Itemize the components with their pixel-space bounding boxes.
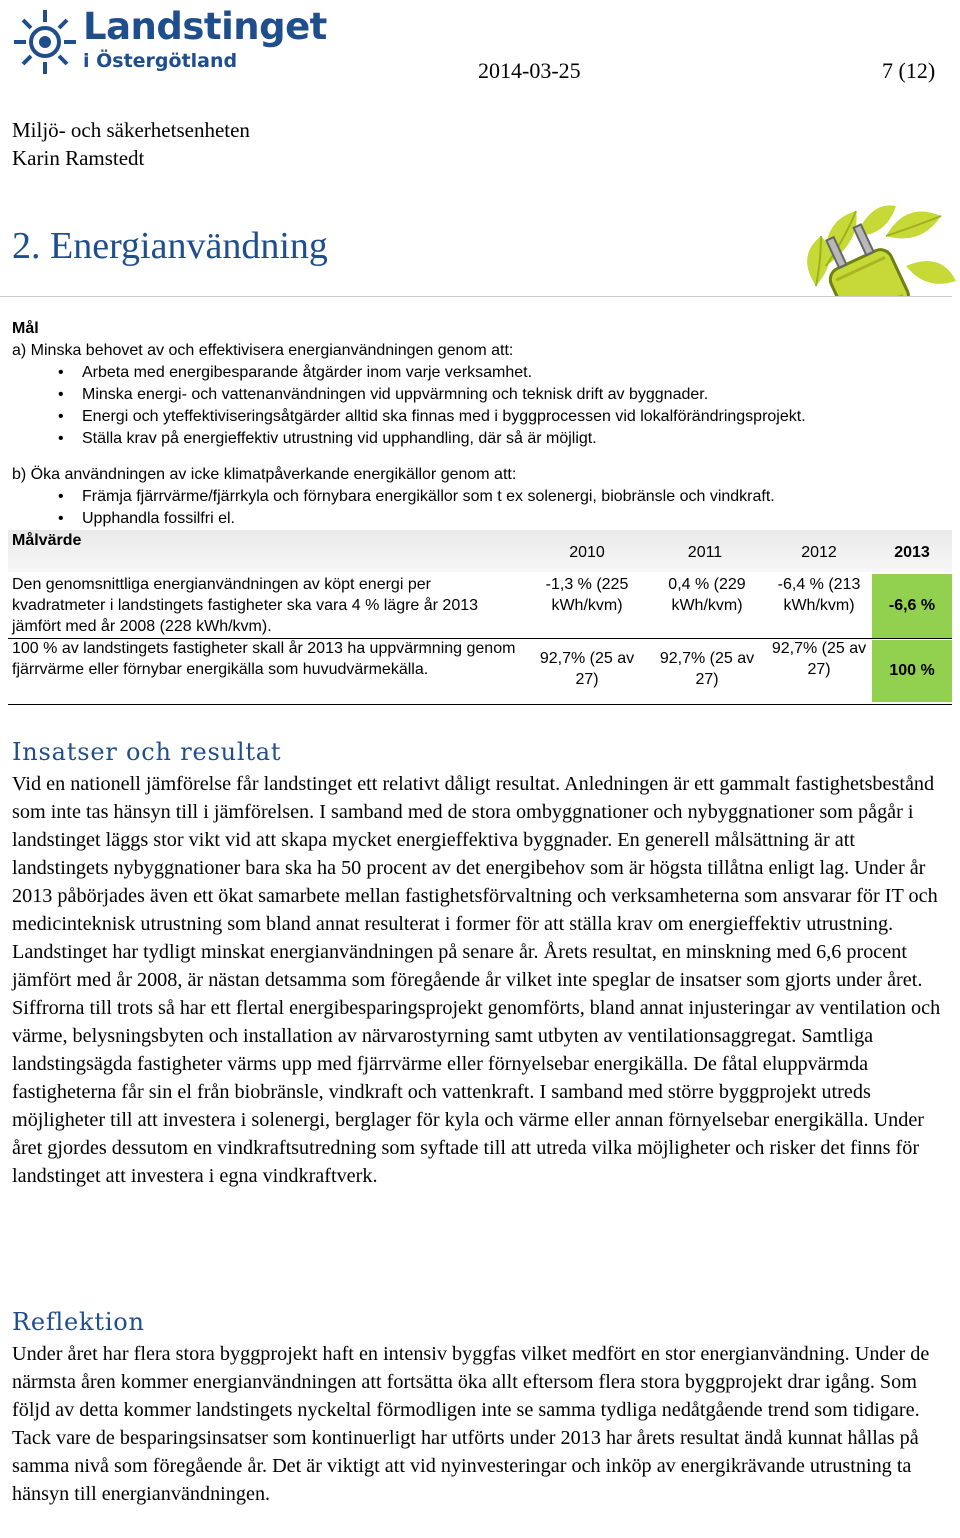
year-header: 2011 — [687, 544, 723, 561]
table-cell: -6,4 % (213 kWh/kvm) — [777, 576, 861, 614]
section-body: Vid en nationell jämförelse får landstinget ett relativt dåligt resultat. Anledningen är ett gammalt fastighetsbestånd som inte tas hänsyn till i jämförelsen. I samband med de stora ombyggnationer och nybyggnationer som pågår i landstinget läggs stor vikt vid att skapa mycket energieffektiva byggnader. En generell målsättning är att landstingets nybyggnationer bara ska ha 50 procent av det energibehov som är högsta tillåtna enligt lag. Under år 2013 påbörjades även ett ökat samarbete mellan fastighetsförvaltning och verksamheterna som ansvarar för IT och medicinteknisk utrustning som bland annat resulterat i former för att ställa krav om energieffektiv utrustning. Landstinget har tydligt minskat energianvändningen på senare år. Årets resultat, en minskning med 6,6 procent jämfört med år 2008, är nästan detsamma som föregående år vilket inte speglar de insatser som gjorts under året. Siffrorna till trots så har ett flertal energibesparingsprojekt genomförts, bland annat injusteringar av ventilation och värme, belysningsbyten och installation av närvarostyrning samt utbyten av ventilationsaggregat. Samtliga landstingsägda fastigheter värms upp med fjärrvärme eller förnyelsebar energikälla. De fåtal eluppvärmda fastigheterna får sin el från biobränsle, vindkraft och vattenkraft. I samband med större byggprojekt utreds möjligheter till att investera i solenergi, berglager för kyla och värme eller annan förnyelsebar energikälla. Under året gjordes dessutom en vindkraftsutredning som syftade till att utreda vilka möjligheter och risker det finns för landstinget att investera i egna vindkraftverk. — [12, 773, 941, 1187]
goals-heading: Mål — [12, 320, 39, 337]
goal-a-item: • Ställa krav på energieffektiv utrustning vid upphandling, där så är möjligt. — [82, 430, 597, 448]
target-cell: 100 % — [872, 640, 952, 702]
page-title: 2. Energianvändning — [12, 225, 328, 267]
document-date: 2014-03-25 — [478, 58, 581, 83]
table-row-text: Den genomsnittliga energianvändningen av köpt energi per kvadratmeter i landstingets fastigheter ska vara 4 % lägre år 2013 jämfört med år 2008 (228 kWh/kvm). — [12, 576, 479, 635]
sender-block — [12, 116, 250, 172]
section-body: Under året har flera stora byggprojekt haft en intensiv byggfas vilket medfört en stor energianvändning. Under de närmsta åren kommer energianvändningen att fortsätta öka allt eftersom flera stora byggprojekt drar igång. Som följd av detta kommer landstingets nyckeltal förmodligen inte se samma tydliga nedåtgående trend som tidigare. Tack vare de besparingsinsatser som kontinuerligt har utförts under 2013 har årets resultat ändå kunnat hållas på samma nivå som föregående år. Det är viktigt att vid nyinvesteringar och inköp av energikrävande utrustning ta hänsyn till energianvändningen. — [12, 1343, 930, 1505]
goal-a-item: • Minska energi- och vattenanvändningen vid uppvärmning och teknisk drift av byggnader. — [82, 386, 708, 404]
year-header: 2013 — [894, 544, 930, 561]
goal-a-item: • Energi och yteffektiviseringsåtgärder alltid ska finnas med i byggprocessen vid lokalförändringsprojekt. — [82, 408, 806, 426]
department-name: Miljö- och säkerhetsenheten — [12, 118, 250, 142]
table-cell: 92,7% (25 av 27) — [659, 650, 755, 688]
target-cell: -6,6 % — [872, 574, 952, 638]
logo-subtitle: i Östergötland — [83, 50, 238, 72]
table-row-text: 100 % av landstingets fastigheter skall år 2013 ha uppvärmning genom fjärrvärme eller förnybar energikälla som huvudvärmekälla. — [12, 640, 516, 678]
table-cell: 92,7% (25 av 27) — [539, 650, 635, 688]
goal-b-item: • Upphandla fossilfri el. — [82, 510, 235, 528]
section-heading: Reflektion — [12, 1308, 145, 1336]
section-heading: Insatser och resultat — [12, 738, 282, 766]
goal-a-item: • Arbeta med energibesparande åtgärder inom varje verksamhet. — [82, 364, 532, 382]
table-cell: 92,7% (25 av 27) — [771, 640, 867, 678]
logo-wordmark: Landstinget — [83, 5, 327, 48]
page-number: 7 (12) — [882, 58, 936, 83]
landstinget-logo — [10, 6, 80, 78]
goal-b-item: • Främja fjärrvärme/fjärrkyla och förnybara energikällor som t ex solenergi, biobränsle och vindkraft. — [82, 488, 775, 506]
goal-a-intro: a) Minska behovet av och effektivisera energianvändningen genom att: — [12, 342, 514, 359]
table-bottom-border — [8, 704, 952, 705]
table-cell: 0,4 % (229 kWh/kvm) — [668, 576, 746, 614]
table-cell: -1,3 % (225 kWh/kvm) — [545, 576, 629, 614]
year-header: 2012 — [801, 544, 837, 561]
author-name: Karin Ramstedt — [12, 146, 145, 170]
table-heading: Målvärde — [12, 532, 82, 549]
goal-b-intro: b) Öka användningen av icke klimatpåverkande energikällor genom att: — [12, 466, 517, 483]
year-header: 2010 — [569, 544, 605, 561]
